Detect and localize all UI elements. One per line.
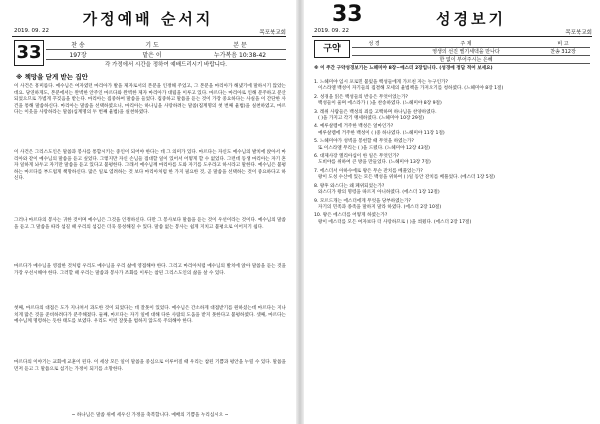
list-item: 4. 예루살렘에 거주한 백성은 얼마인가? 예루살렘에 거주한 백성이 ( )중 하나였다. (느헤미야 11장 1절) [314,124,445,136]
table-row: 한 없이 부어주시는 은혜 [352,56,590,64]
week-number-box: 33 [14,40,44,66]
book-gutter [296,0,304,424]
list-item: 5. 느헤미야가 성벽을 봉헌할 때 무엇을 하였는가? 또 이스라엘 무리는 ( )을 드렸다. (느헤미야 12장 43절) [314,139,430,151]
worship-note: 각 가정에서 시간을 정하여 예배드리시기 바랍니다. [104,62,228,68]
list-item: 3. 레위 사람들은 백성의 죄를 고백하며 하나님을 찬양하였다. ( )을 가지고 각기 맹세하였다. (느헤미야 10장 29절) [314,109,437,122]
list-item: 6. 대제사장 엘리아십이 한 일은 무엇인가? 도비야를 위하여 큰 방을 만들었다. (느헤미야 13장 7절) [314,154,431,166]
left-divider [12,36,286,37]
sermon-paragraph: 첫째, 마르다의 대접은 도가 지나쳐서 과도한 것이 되었다는 데 잘못이 있었다. 예수님은 간소하게 대접받기를 원하셨는데 마르다는 지나치게 많은 것을 준비하려다가 분주해졌다. 둘째, 마르다는 자기 일에 대해 다른 사람의 도움을 받지 못한다고 불평하였다. 셋째, 마르다는 예수님께 명령하는 듯한 태도를 보였다. 우리도 이런 잘못을 범하지 않도록 주의해야 한다. [14,306,286,325]
left-page-title: 가정예배 순서지 [82,10,214,28]
list-item: 8. 왕후 와스디는 왜 폐위되었는가? 와스디가 왕의 명령을 따르지 아니하였다. (에스더 1장 12절) [314,183,440,196]
left-page [2,0,294,424]
sermon-paragraph: 이 사건은 그리스도인은 말씀과 봉사를 통합시키는 중인이 되어야 한다는 데 그 의미가 있다. 마르다는 자신도 예수님의 발치에 앉아서 마리아와 같이 예수님의 말씀을 듣고 싶었다. 그렇지만 자신 손님들 접대할 일이 있어서 어떻게 할 수 없었다. 그런데 동생 마리아는 자기 혼자 일하게 놔두고 자기만 말씀을 듣고 있다고 불평한다. 그래서 예수님께 마리아를 도와 자기를 도우라고 하시라고 말한다. 예수님은 불평하는 마르다를 부드럽게 책망하신다. 많은 일로 염려하는 것 보다 마리아처럼 한 가지 필요한 것, 곧 말씀을 선택하는 것이 중요하다고 하신다. [14,150,286,182]
worship-order-table [46,40,286,60]
table-row: 찬 송 기 도 본 문 [46,40,286,50]
list-item: 10. 왕은 에스더를 어떻게 하였는가? 왕이 에스더를 모든 여자보다 더 사랑하므로 ( )을 씌웠다. (에스더 2장 17절) [314,213,472,225]
reading-intro: ※ 이 주간 구약성경보기는 느헤미야 8장~에스더 2장입니다. (성경에 정답 적어 보세요) [314,66,493,71]
right-page [306,0,598,424]
list-item: 1. 느헤미야 임시 포로민 불렀을 백성들에게 가르친 자는 누구인가? 이스라엘 백성이 자기들의 집결해 모세의 율법책을 가져오기를 청하였다. (느헤미야 8장 1절) [314,80,504,92]
sermon-paragraph: 이 사건은 흥미롭다. 예수님은 여자였던 마리아가 발을 제자로서의 본분을 인정해 주었고, 그 본분을 마리아가 해냈기에 말하시기 않았는데요. 당연하게도, 본분에서는 완벽한 안주인 마르다와 완벽한 제자 마리아가 대립을 이루고 있다. 마르다는 마리아로 인해 분주하고 분산되었으므로 가볍게 꾸짖음을 받는다. 마리아는 집중하여 말씀을 들었다. 집중하고 말씀을 듣는 것이 가장 중요하다는 사실을 이 간단한 사건을 통해 말씀하신다. 마리아는 말씀을 선택하였으니, 마리아는 하나님을 사랑하려는 말씀(집계명의 첫 번째 율법)을 실천하였고, 마르다는 이웃을 사랑하라는 말씀(십계명의 두 번째 율법)을 실천하였다. [14,84,286,116]
old-testament-box: 구약 [314,40,350,58]
sermon-paragraph: 그러나 마르다의 봉사는 귀한 것이며 예수님은 그것을 인정하신다. 다만 그 봉사보다 말씀을 듣는 것이 우선이라는 것이다. 예수님의 말씀을 듣고 그 말씀을 따라 섬길 때 우리의 섬김은 더욱 풍성해질 수 있다. 말씀 없는 봉사는 쉽게 지치고 불평으로 이어지기 쉽다. [14,218,286,230]
bible-reading-table [352,40,590,64]
question-list [314,80,592,228]
left-date: 2019. 09. 22 [14,28,49,34]
sermon-title: ※ 책망을 닫게 받는 집안 [16,73,88,81]
sermon-paragraph: 마르다가 예수님을 영접한 것처럼 우리도 예수님을 우리 삶에 영접해야 한다. 그리고 마리아처럼 예수님의 발치에 앉아 말씀을 듣는 것을 가장 우선시해야 한다. 그러할 때 우리는 말씀과 봉사가 조화를 이루는 참된 그리스도인의 삶을 살 수 있다. [14,264,286,276]
right-date: 2019. 09. 22 [314,28,349,34]
right-page-title: 성경보기 [436,10,506,28]
list-item: 9. 모르드개는 에스더에게 무엇을 당부하였는가? 자기의 민족과 종족을 말하지 말라 하였다. (에스더 2장 10절) [314,198,442,210]
table-row: 영생의 선진 멜기세덱을 만나다 찬송 312장 [352,48,590,56]
list-item: 7. 에스더서 아하수에로 왕은 무슨 잔치를 베풀었는가? 왕이 도성 수산에 있는 모든 백성을 위하여 ( )일 동안 잔치를 베풀었다. (에스더 1장 5절) [314,168,495,181]
list-item: 2. 성경을 읽은 백성들의 반응은 무엇이었는가? 백성들이 울며 에스라가 ( )을 찬송하였다. (느헤미야 8장 9절) [314,94,442,107]
right-divider [312,36,592,37]
table-row: 197장 맡은 이 누가복음 10:38-42 [46,50,286,60]
left-church: 목포북교회 [259,30,286,36]
table-row: 성 경 주 제 비 고 [352,40,590,48]
sermon-paragraph: 마르다의 이야기는 교회에 교훈이 된다. 이 세상 모든 일이 말씀을 중심으로 이루어질 때 우리는 참된 기쁨과 평안을 누릴 수 있다. 말씀을 먼저 듣고 그 말씀으로 섬기는 가정이 되기를 소망한다. [14,360,286,372]
right-church: 목포북교회 [565,30,592,36]
left-footer: ~ 하나님은 말씀 위에 세우신 가정을 축복합니다. 예배의 기쁨을 누리십시오 ~ [71,413,229,418]
right-week-number: 33 [332,2,363,27]
